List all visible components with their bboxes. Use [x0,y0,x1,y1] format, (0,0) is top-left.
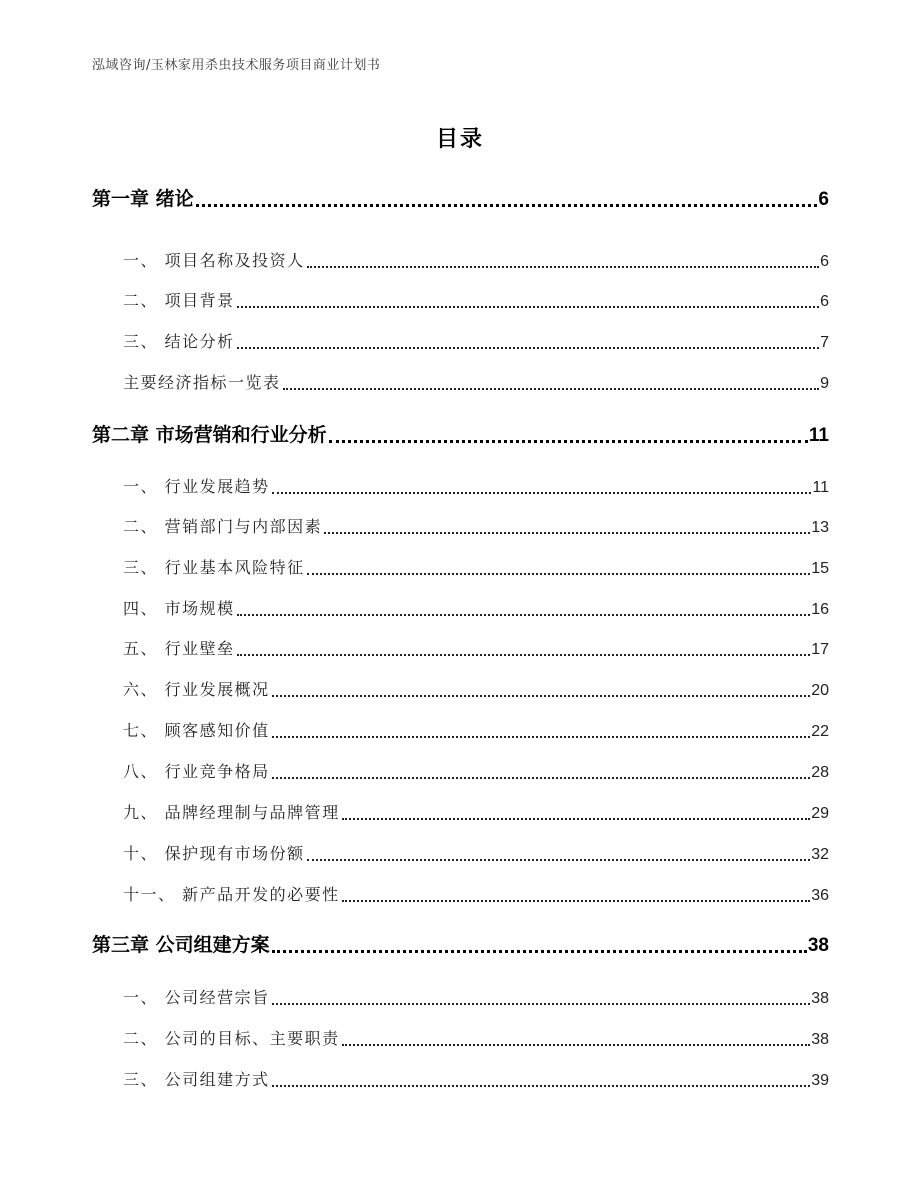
toc-chapter-entry[interactable] [92,930,829,957]
toc-entry-label: 三、 行业基本风险特征 [123,558,305,577]
toc-page-number: 6 [820,293,829,310]
toc-section-entry[interactable] [92,370,829,393]
dot-leader [237,331,820,349]
toc-entry-label: 三、 结论分析 [123,332,235,351]
toc-entry-label: 三、 公司组建方式 [123,1070,270,1089]
toc-entry-label: 一、 公司经营宗旨 [123,988,270,1007]
dot-leader [283,372,820,390]
toc-page-number: 38 [811,990,829,1007]
toc-entry-label: 十一、 新产品开发的必要性 [123,885,340,904]
toc-page-number: 17 [811,641,829,658]
toc-section-entry[interactable] [92,514,829,537]
dot-leader [307,843,811,861]
toc-entry-label: 二、 项目背景 [123,291,235,310]
dot-leader [272,679,811,697]
toc-entry-label: 五、 行业壁垒 [123,639,235,658]
dot-leader [272,1069,811,1087]
dot-leader [237,638,811,656]
toc-section-entry[interactable] [92,1067,829,1090]
toc-section-entry[interactable] [92,329,829,352]
dot-leader [329,421,808,443]
toc-entry-label: 四、 市场规模 [123,599,235,618]
toc-page-number: 38 [811,1031,829,1048]
dot-leader [324,516,810,534]
toc-entry-label: 二、 营销部门与内部因素 [123,517,323,536]
dot-leader [272,987,811,1005]
dot-leader [307,557,811,575]
toc-section-entry[interactable] [92,596,829,619]
toc-page-number: 9 [820,375,829,392]
toc-page-number: 11 [808,425,829,446]
toc-entry-label: 十、 保护现有市场份额 [123,844,305,863]
toc-section-entry[interactable] [92,759,829,782]
dot-leader [196,185,818,207]
toc-page-number: 38 [807,935,829,956]
toc-page-number: 36 [811,887,829,904]
toc-section-entry[interactable] [92,555,829,578]
toc-page-number: 20 [811,682,829,699]
toc-page-number: 13 [811,519,829,536]
toc-section-entry[interactable] [92,800,829,823]
toc-entry-label: 九、 品牌经理制与品牌管理 [123,803,340,822]
toc-page-number: 11 [812,479,829,496]
toc-title: 目录 [435,127,484,152]
toc-entry-label: 七、 顾客感知价值 [123,721,270,740]
toc-entry-label: 一、 行业发展趋势 [123,477,270,496]
toc-section-entry[interactable] [92,841,829,864]
toc-entry-label: 主要经济指标一览表 [123,373,281,392]
toc-page-number: 22 [811,723,829,740]
toc-entry-label: 六、 行业发展概况 [123,680,270,699]
toc-section-entry[interactable] [92,474,829,497]
toc-page-number: 29 [811,805,829,822]
toc-entry-label: 一、 项目名称及投资人 [123,251,305,270]
toc-entry-label: 八、 行业竞争格局 [123,762,270,781]
toc-entry-label: 第二章 市场营销和行业分析 [92,424,327,446]
toc-page-number: 7 [820,334,829,351]
dot-leader [237,598,811,616]
toc-section-entry[interactable] [92,1026,829,1049]
toc-entry-label: 二、 公司的目标、主要职责 [123,1029,340,1048]
dot-leader [307,250,820,268]
toc-section-entry[interactable] [92,882,829,905]
dot-leader [272,931,807,953]
toc-entry-label: 第一章 绪论 [92,188,194,210]
toc-section-entry[interactable] [92,288,829,311]
toc-page-number: 6 [820,253,829,270]
dot-leader [272,476,812,494]
toc-page-number: 32 [811,846,829,863]
toc-page-number: 39 [811,1072,829,1089]
toc-chapter-entry[interactable] [92,184,829,211]
toc-chapter-entry[interactable] [92,420,829,447]
toc-section-entry[interactable] [92,718,829,741]
dot-leader [272,761,811,779]
toc-page-number: 16 [811,601,829,618]
dot-leader [342,884,811,902]
toc-section-entry[interactable] [92,248,829,271]
running-header: 泓域咨询/玉林家用杀虫技术服务项目商业计划书 [92,58,381,73]
toc-page-number: 28 [811,764,829,781]
dot-leader [342,802,811,820]
toc-section-entry[interactable] [92,985,829,1008]
dot-leader [342,1028,811,1046]
dot-leader [237,290,820,308]
toc-page-number: 6 [818,189,829,210]
toc-section-entry[interactable] [92,677,829,700]
toc-section-entry[interactable] [92,636,829,659]
dot-leader [272,720,811,738]
toc-entry-label: 第三章 公司组建方案 [92,934,270,956]
toc-page-number: 15 [811,560,829,577]
